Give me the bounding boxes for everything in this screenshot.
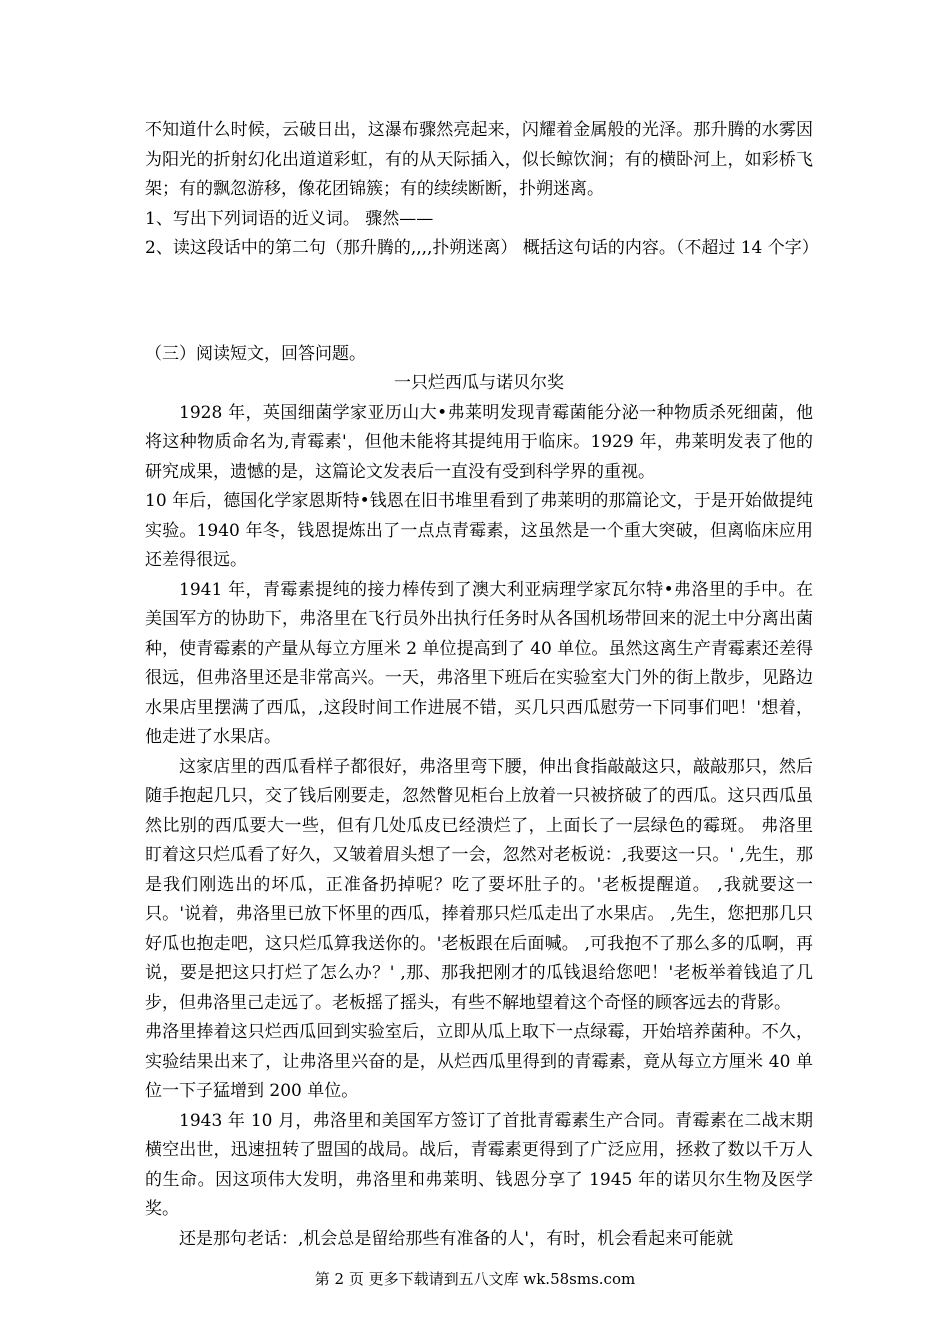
question-2: 2、读这段话中的第二句（那升腾的,,,,扑朔迷离） 概括这句话的内容。（不超过 14 个字） — [145, 238, 819, 258]
article-paragraph-3: 1941 年，青霉素提纯的接力棒传到了澳大利亚病理学家瓦尔特•弗洛里的手中。在美国军方的协助下，弗洛里在飞行员外出执行任务时从各国机场带回来的泥土中分离出菌种，使青霉素的产量从每立方厘米 2 单位提高到了 40 单位。虽然这离生产青霉素还差得很远，但弗洛里还是非常高兴。一天，弗洛里下班后在实验室大门外的街上散步，见路边水果店里摆满了西瓜，,这段时间工作进展不错，买几只西瓜慰劳一下同事们吧！'想着，他走进了水果店。 — [145, 579, 813, 747]
article-paragraph-6: 1943 年 10 月，弗洛里和美国军方签订了首批青霉素生产合同。青霉素在二战末期横空出世，迅速扭转了盟国的战局。战后，青霉素更得到了广泛应用，拯救了数以千万人的生命。因这项伟大发明，弗洛里和弗莱明、钱恩分享了 1945 年的诺贝尔生物及医学奖。 — [145, 1110, 813, 1219]
section-3-heading: （三）阅读短文，回答问题。 — [145, 343, 366, 364]
article-paragraph-1: 1928 年，英国细菌学家亚历山大•弗莱明发现青霉菌能分泌一种物质杀死细菌，他将这种物质命名为,青霉素'，但他未能将其提纯用于临床。1929 年，弗莱明发表了他的研究成果，遗憾的是，这篇论文发表后一直没有受到科学界的重视。 — [145, 402, 813, 482]
article-title: 一只烂西瓜与诺贝尔奖 — [394, 373, 564, 393]
article-paragraph-2: 10 年后，德国化学家恩斯特•钱恩在旧书堆里看到了弗莱明的那篇论文，于是开始做提纯实验。1940 年冬，钱恩提炼出了一点点青霉素，这虽然是一个重大突破，但离临床应用还差得很远。 — [145, 491, 813, 570]
article-paragraph-4: 这家店里的西瓜看样子都很好，弗洛里弯下腰，伸出食指敲敲这只，敲敲那只，然后随手抱起几只，交了钱后刚要走，忽然瞥见柜台上放着一只被挤破了的西瓜。这只西瓜虽然比别的西瓜要大一些，但有几处瓜皮已经溃烂了，上面长了一层绿色的霉斑。 弗洛里盯着这只烂瓜看了好久，又皱着眉头想了一会，忽然对老板说：,我要这一只。' ,先生，那是我们刚选出的坏瓜，正准备扔掉呢？吃了要坏肚子的。'老板提醒道。 ,我就要这一只。'说着，弗洛里已放下怀里的西瓜，捧着那只烂瓜走出了水果店。 ,先生，您把那几只好瓜也抱走吧，这只烂瓜算我送你的。'老板跟在后面喊。 ,可我抱不了那么多的瓜啊，再说，要是把这只打烂了怎么办？' ,那、那我把刚才的瓜钱退给您吧！'老板举着钱追了几步，但弗洛里己走远了。老板摇了摇头，有些不解地望着这个奇怪的顾客远去的背影。 — [145, 756, 813, 1013]
passage-text: 不知道什么时候，云破日出，这瀑布骤然亮起来，闪耀着金属般的光泽。那升腾的水雾因为阳光的折射幻化出道道彩虹，有的从天际插入，似长鲸饮涧；有的横卧河上，如彩桥飞架；有的飘忽游移，像花团锦簇；有的续续断断，扑朔迷离。 — [145, 120, 813, 199]
article-paragraph-5: 弗洛里捧着这只烂西瓜回到实验室后，立即从瓜上取下一点绿霉，开始培养菌种。不久，实验结果出来了，让弗洛里兴奋的是，从烂西瓜里得到的青霉素，竟从每立方厘米 40 单位一下子猛增到 200 单位。 — [145, 1022, 813, 1101]
page-footer: 第 2 页 更多下载请到五八文库 wk.58sms.com — [314, 1270, 636, 1288]
document-page — [145, 116, 819, 1254]
question-1: 1、写出下列词语的近义词。 骤然—— — [145, 208, 434, 229]
article-paragraph-7: 还是那句老话：,机会总是留给那些有准备的人'，有时，机会看起来可能就 — [179, 1228, 734, 1249]
